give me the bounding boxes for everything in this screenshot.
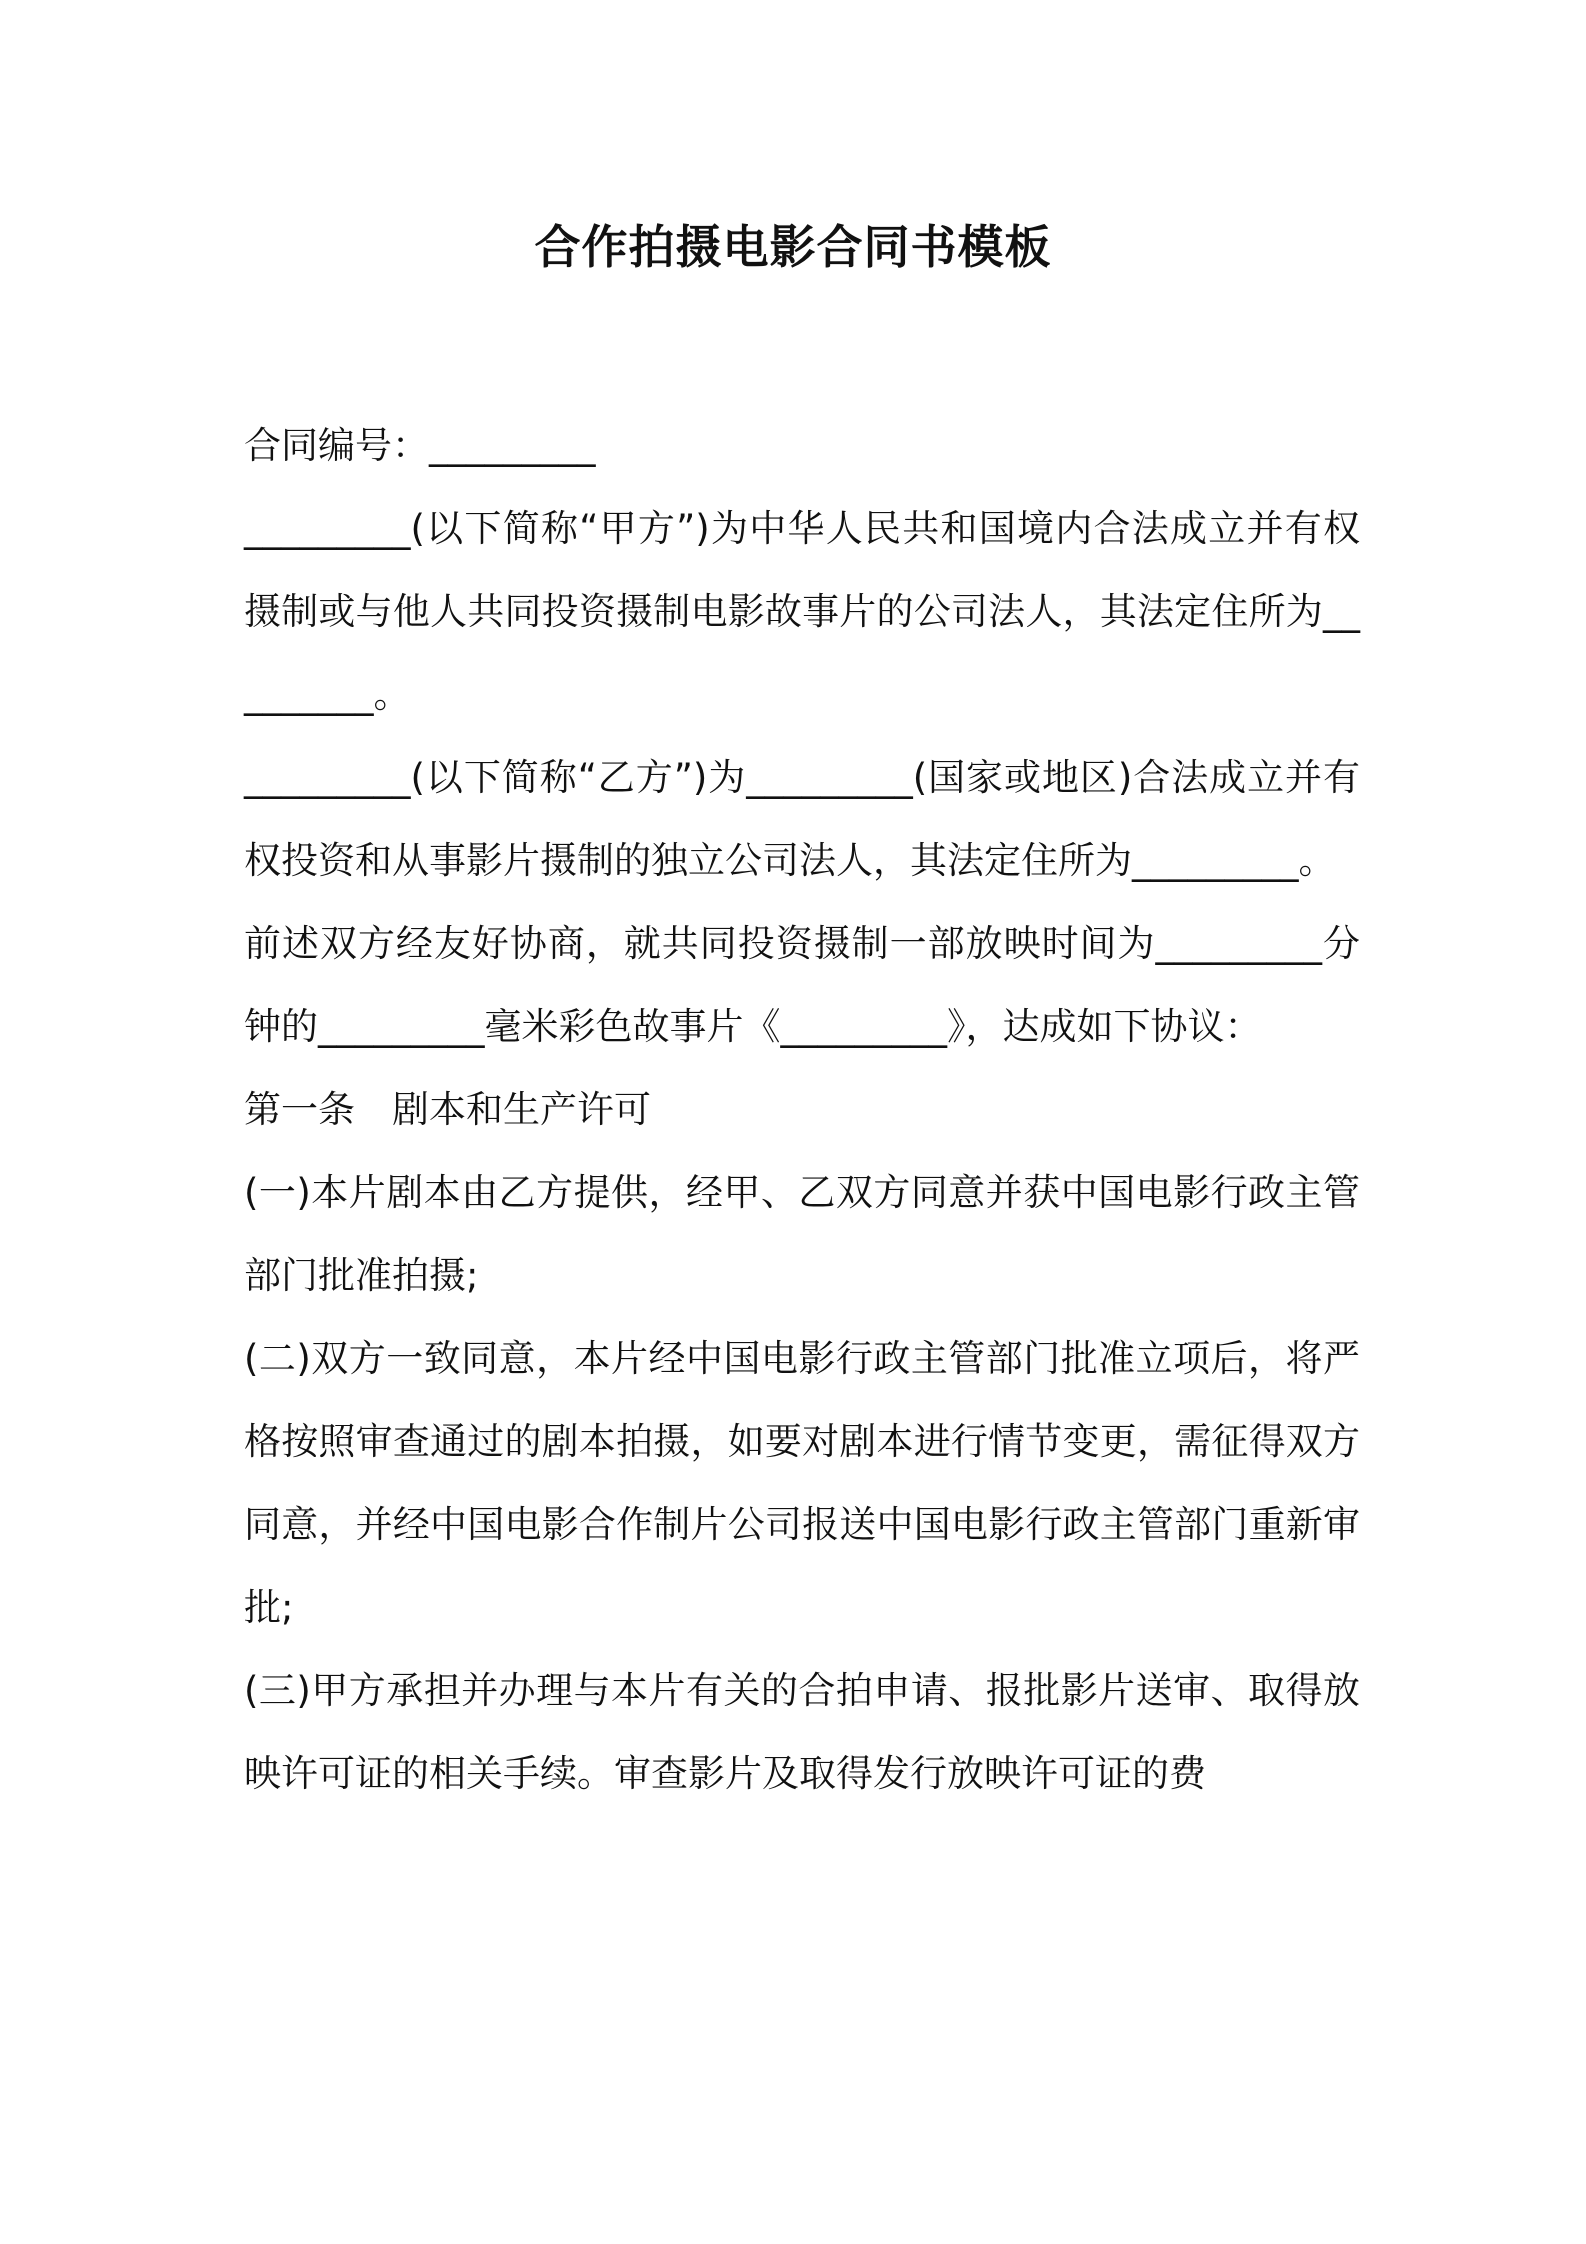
- party-a-clause: _________(以下简称“甲方”)为中华人民共和国境内合法成立并有权摄制或与他人共同投资摄制电影故事片的公司法人，其法定住所为_________。: [244, 507, 1360, 716]
- contract-number-line: 合同编号：_________: [244, 424, 596, 467]
- party-b-clause: _________(以下简称“乙方”)为_________(国家或地区)合法成立并有权投资和从事影片摄制的独立公司法人，其法定住所为_________。: [244, 756, 1360, 882]
- article-one-item-2: (二)双方一致同意，本片经中国电影行政主管部门批准立项后，将严格按照审查通过的剧本拍摄，如要对剧本进行情节变更，需征得双方同意，并经中国电影合作制片公司报送中国电影行政主管部门重新审批;: [244, 1337, 1360, 1629]
- agreement-preamble: 前述双方经友好协商，就共同投资摄制一部放映时间为_________分钟的_________毫米彩色故事片《_________》，达成如下协议：: [244, 922, 1360, 1048]
- article-one-heading: 第一条 剧本和生产许可: [244, 1088, 651, 1131]
- article-one-item-3: (三)甲方承担并办理与本片有关的合拍申请、报批影片送审、取得放映许可证的相关手续。审查影片及取得发行放映许可证的费: [244, 1669, 1360, 1795]
- document-body: [244, 404, 1360, 1815]
- document-title: 合作拍摄电影合同书模板: [534, 220, 1052, 274]
- article-one-item-1: (一)本片剧本由乙方提供，经甲、乙双方同意并获中国电影行政主管部门批准拍摄;: [244, 1171, 1360, 1297]
